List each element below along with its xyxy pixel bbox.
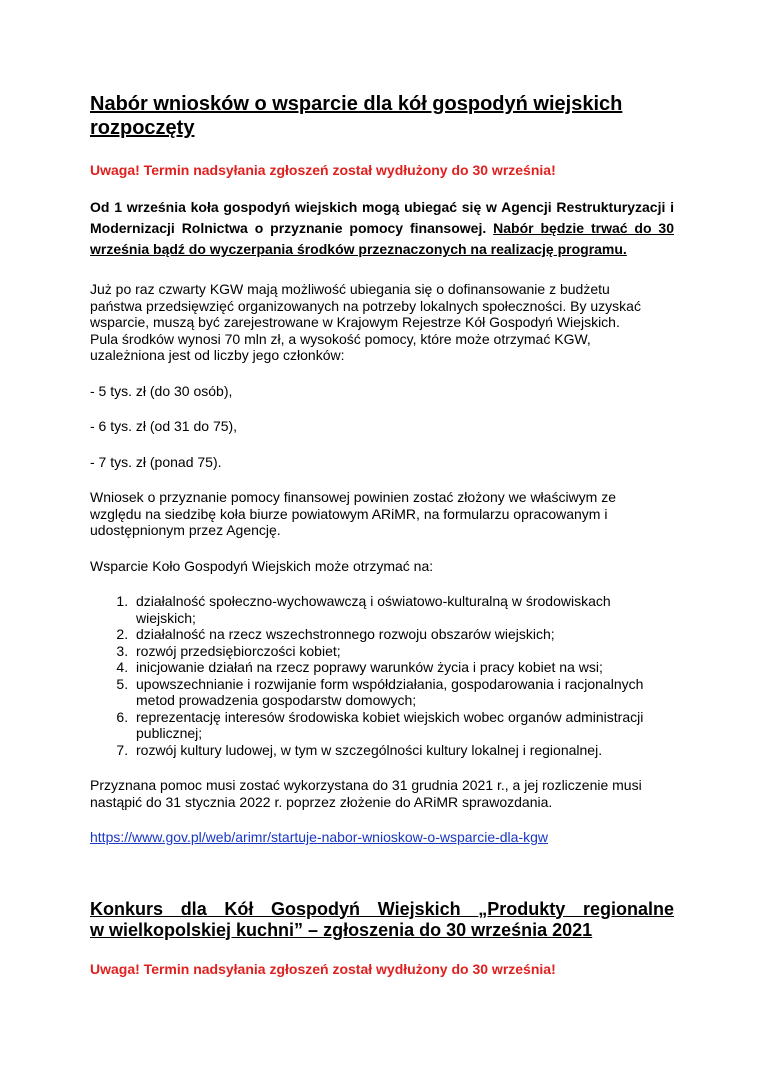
list-item: 4. inicjowanie działań na rzecz poprawy warunków życia i pracy kobiet na wsi;	[132, 659, 662, 676]
support-list	[90, 593, 662, 758]
source-link-row	[90, 829, 674, 846]
document-page	[90, 92, 674, 978]
list-item: 5. upowszechnianie i rozwijanie form współdziałania, gospodarowania i racjonalnych metod prowadzenia gospodarstw domowych;	[132, 676, 662, 709]
lead-paragraph	[90, 197, 674, 260]
list-item: 6. reprezentację interesów środowiska kobiet wiejskich wobec organów administracji publicznej;	[132, 709, 662, 742]
intro-paragraph: Już po raz czwarty KGW mają możliwość ubiegania się o dofinansowanie z budżetu państwa przedsięwzięć organizowanych na potrzeby lokalnych społeczności. By uzyskać wsparcie, muszą być zarejestrowane w Krajowym Rejestrze Kół Gospodyń Wiejskich. Pula środków wynosi 70 mln zł, a wysokość pomocy, które może otrzymać KGW, uzależniona jest od liczby jego członków:	[90, 281, 641, 363]
amount-item: - 6 tys. zł (od 31 do 75),	[90, 418, 238, 434]
list-item: 1. działalność społeczno-wychowawczą i oświatowo-kulturalną w środowiskach wiejskich;	[132, 593, 662, 626]
list-item: 3. rozwój przedsiębiorczości kobiet;	[132, 643, 662, 660]
deadline-warning: Uwaga! Termin nadsyłania zgłoszeń został wydłużony do 30 września!	[90, 162, 556, 178]
deadline-paragraph: Przyznana pomoc musi zostać wykorzystana do 31 grudnia 2021 r., a jej rozliczenie musi nastąpić do 31 stycznia 2022 r. poprzez złożenie do ARiMR sprawozdania.	[90, 777, 642, 810]
article-title: Nabór wniosków o wsparcie dla kół gospodyń wiejskich rozpoczęty	[90, 93, 623, 139]
support-intro: Wsparcie Koło Gospodyń Wiejskich może otrzymać na:	[90, 557, 434, 574]
contest-title	[90, 899, 674, 941]
list-item: 7. rozwój kultury ludowej, w tym w szczególności kultury lokalnej i regionalnej.	[132, 742, 662, 759]
lead-underlined-text: Nabór będzie trwać do 30 września bądź do wyczerpania środków przeznaczonych na realizację programu.	[90, 220, 675, 257]
contest-title-line-2: w wielkopolskiej kuchni” – zgłoszenia do 30 września 2021	[90, 919, 593, 940]
lead-text: Od 1 września koła gospodyń wiejskich mogą ubiegać się w Agencji Restrukturyzacji i Modernizacji Rolnictwa o przyznanie pomocy finansowej.	[90, 199, 674, 236]
contest-deadline-warning: Uwaga! Termin nadsyłania zgłoszeń został wydłużony do 30 września!	[90, 960, 556, 977]
amount-item: - 5 tys. zł (do 30 osób),	[90, 382, 233, 399]
application-paragraph: Wniosek o przyznanie pomocy finansowej powinien zostać złożony we właściwym ze względu na siedzibę koła biurze powiatowym ARiMR, na formularzu opracowanym i udostępnionym przez Agencję.	[90, 489, 617, 538]
list-item: 2. działalność na rzecz wszechstronnego rozwoju obszarów wiejskich;	[132, 626, 662, 643]
contest-title-line-1: Konkurs dla Kół Gospodyń Wiejskich „Produkty regionalne	[90, 898, 674, 919]
source-link[interactable]: https://www.gov.pl/web/arimr/startuje-nabor-wnioskow-o-wsparcie-dla-kgw	[90, 829, 549, 845]
amount-item: - 7 tys. zł (ponad 75).	[90, 453, 222, 470]
